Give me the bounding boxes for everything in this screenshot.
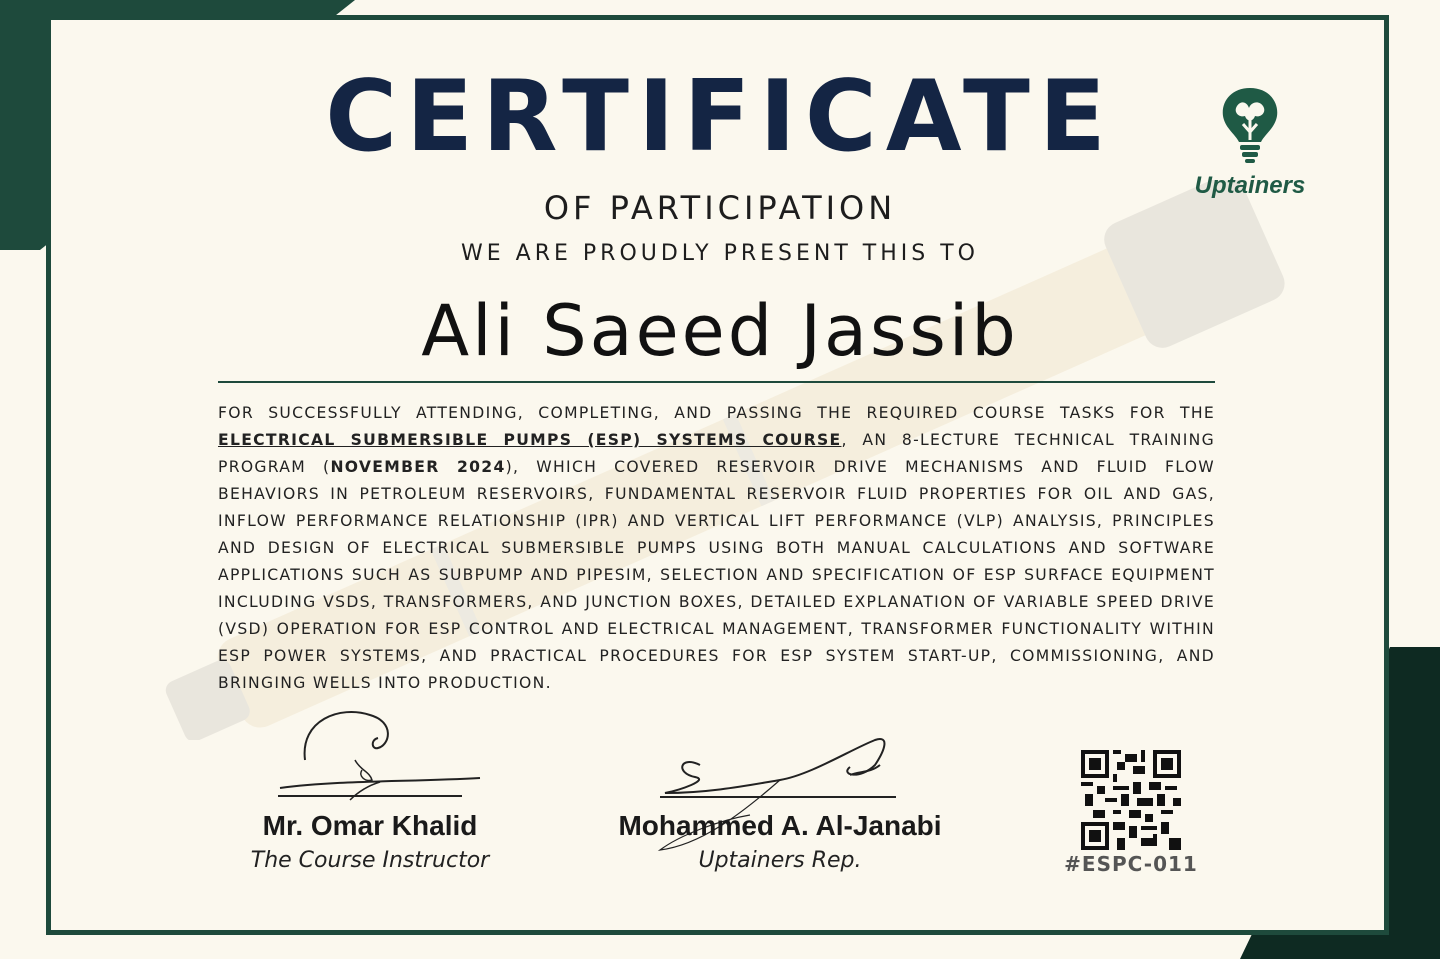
course-date: NOVEMBER 2024 bbox=[330, 458, 506, 476]
name-divider bbox=[218, 381, 1215, 383]
brand-name: Uptainers bbox=[1194, 172, 1306, 199]
instructor-name: Mr. Omar Khalid bbox=[262, 810, 478, 841]
instructor-role: The Course Instructor bbox=[250, 848, 490, 873]
signature-instructor bbox=[260, 700, 500, 810]
description-intro: FOR SUCCESSFULLY ATTENDING, COMPLETING, AND PASSING THE REQUIRED COURSE TASKS FOR THE bbox=[218, 404, 1215, 422]
presentation-line: WE ARE PROUDLY PRESENT THIS TO bbox=[461, 241, 979, 266]
representative-signature-block bbox=[600, 810, 960, 873]
certificate-description bbox=[218, 400, 1215, 697]
lightbulb-brain-icon bbox=[1215, 84, 1285, 164]
representative-role: Uptainers Rep. bbox=[698, 848, 862, 873]
instructor-signature-block bbox=[220, 810, 520, 873]
qr-code-icon[interactable] bbox=[1080, 750, 1182, 850]
certificate-subtitle: OF PARTICIPATION bbox=[543, 189, 897, 227]
certificate-title: CERTIFICATE bbox=[325, 60, 1115, 174]
certificate-id: #ESPC-011 bbox=[1064, 852, 1198, 876]
description-details: ), WHICH COVERED RESERVOIR DRIVE MECHANISMS AND FLUID FLOW BEHAVIORS IN PETROLEUM RESERVOIRS, FUNDAMENTAL RESERVOIR FLUID PROPERTIES FOR OIL AND GAS, INFLOW PERFORMANCE RELATIONSHIP (IPR) AND VERTICAL LIFT PERFORMANCE (VLP) ANALYSIS, PRINCIPLES AND DESIGN OF ELECTRICAL SUBMERSIBLE PUMPS USING BOTH MANUAL CALCULATIONS AND SOFTWARE APPLICATIONS SUCH AS SUBPUMP AND PIPESIM, SELECTION AND SPECIFICATION OF ESP SURFACE EQUIPMENT INCLUDING VSDS, TRANSFORMERS, AND JUNCTION BOXES, DETAILED EXPLANATION OF VARIABLE SPEED DRIVE (VSD) OPERATION FOR ESP CONTROL AND ELECTRICAL MANAGEMENT, TRANSFORMER FUNCTIONALITY WITHIN ESP POWER SYSTEMS, AND PRACTICAL PROCEDURES FOR ESP SYSTEM START-UP, COMMISSIONING, AND BRINGING WELLS INTO PRODUCTION. bbox=[218, 458, 1215, 692]
recipient-name: Ali Saeed Jassib bbox=[421, 290, 1019, 372]
uptainers-logo bbox=[1180, 84, 1320, 200]
course-name: ELECTRICAL SUBMERSIBLE PUMPS (ESP) SYSTEMS COURSE bbox=[218, 431, 842, 449]
description-program: , AN 8-LECTURE TECHNICAL TRAINING PROGRAM ( bbox=[218, 431, 1216, 476]
representative-name: Mohammed A. Al-Janabi bbox=[618, 810, 942, 841]
